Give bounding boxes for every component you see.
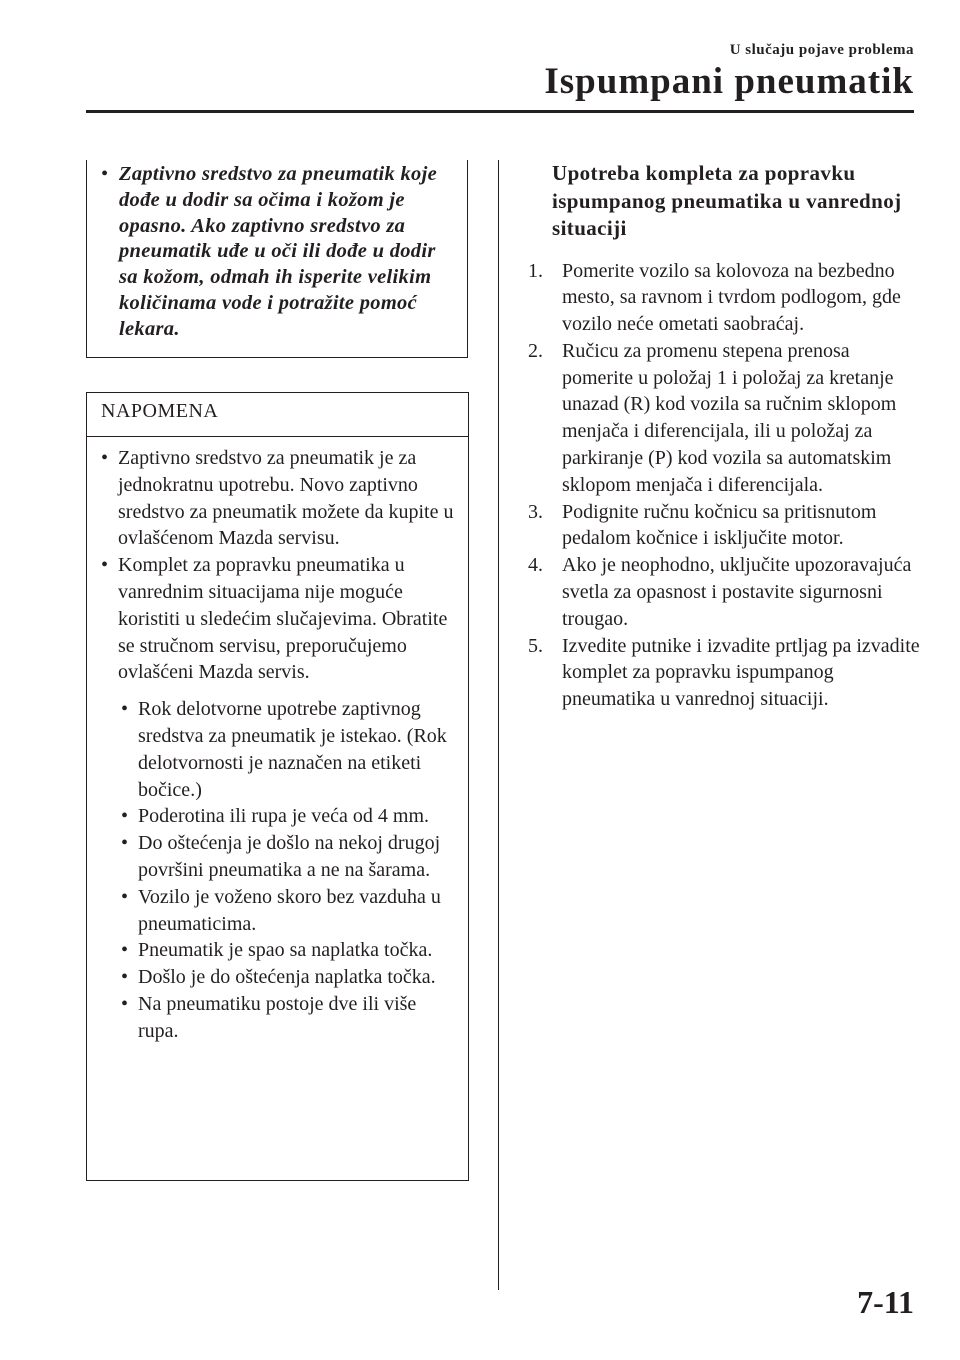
step-number: 3. bbox=[528, 500, 543, 523]
note-subitem-text: Pneumatik je spao sa naplatka točka. bbox=[138, 939, 433, 962]
bullet-icon: • bbox=[121, 885, 129, 908]
note-item bbox=[101, 552, 460, 686]
section-name: U slučaju pojave problema bbox=[729, 42, 914, 58]
procedure-steps bbox=[520, 258, 920, 714]
note-subitem-text: Na pneumatiku postoje dve ili više rupa. bbox=[138, 992, 417, 1042]
bullet-icon: • bbox=[121, 805, 129, 828]
note-subitem bbox=[121, 884, 460, 938]
step-number: 2. bbox=[528, 339, 543, 362]
note-subitem bbox=[121, 803, 460, 830]
note-box bbox=[86, 392, 469, 1181]
note-subitem bbox=[121, 991, 460, 1045]
bullet-icon: • bbox=[121, 939, 129, 962]
warning-box bbox=[86, 160, 468, 358]
procedure-heading: Upotreba kompleta za popravku ispumpanog pneumatika u vanrednoj situaciji bbox=[552, 161, 902, 240]
note-item-text: Zaptivno sredstvo za pneumatik je za jednokratnu upotrebu. Novo zaptivno sredstvo za pneumatik možete da kupite u ovlašćenom Mazda servisu. bbox=[118, 447, 454, 550]
note-subitem-text: Vozilo je voženo skoro bez vazduha u pneumaticima. bbox=[138, 885, 441, 935]
note-item bbox=[101, 445, 460, 552]
column-divider bbox=[498, 160, 499, 1290]
bullet-icon: • bbox=[121, 832, 129, 855]
bullet-icon: • bbox=[121, 992, 129, 1015]
note-subitem-text: Poderotina ili rupa je veća od 4 mm. bbox=[138, 805, 430, 828]
note-subitem-text: Rok delotvorne upotrebe zaptivnog sredstva za pneumatik je istekao. (Rok delotvornosti je naznačen na etiketi bočice.) bbox=[138, 698, 447, 801]
procedure-step bbox=[520, 552, 920, 632]
bullet-icon: • bbox=[101, 554, 109, 577]
procedure-column bbox=[520, 160, 920, 713]
step-number: 5. bbox=[528, 634, 543, 657]
warning-item bbox=[101, 162, 457, 343]
note-subitem-text: Do oštećenja je došlo na nekoj drugoj površini pneumatika a ne na šarama. bbox=[138, 832, 441, 881]
note-subitem bbox=[121, 937, 460, 964]
page-title: Ispumpani pneumatik bbox=[544, 61, 914, 102]
note-subitem-text: Došlo je do oštećenja naplatka točka. bbox=[138, 966, 436, 989]
procedure-step bbox=[520, 258, 920, 338]
step-text: Izvedite putnike i izvadite prtljag pa izvadite komplet za popravku ispumpanog pneumatika u vanrednoj situaciji. bbox=[562, 634, 920, 711]
step-text: Ručicu za promenu stepena prenosa pomerite u položaj 1 i položaj za kretanje unazad (R) kod vozila sa ručnim sklopom menjača i diferencijala, ili u položaj za parkiranje (P) kod vozila sa automatskim sklopom menjača i diferencijala. bbox=[562, 339, 897, 496]
note-subitem bbox=[121, 696, 460, 803]
bullet-icon: • bbox=[121, 966, 129, 989]
header-divider bbox=[86, 110, 914, 113]
note-subitem bbox=[121, 830, 460, 884]
step-number: 4. bbox=[528, 554, 543, 577]
step-text: Pomerite vozilo sa kolovoza na bezbedno mesto, sa ravnom i tvrdom podlogom, gde vozilo neće ometati saobraćaj. bbox=[562, 259, 901, 336]
note-sublist bbox=[101, 696, 460, 1044]
note-title: NAPOMENA bbox=[101, 400, 219, 422]
bullet-icon: • bbox=[101, 447, 109, 469]
note-divider bbox=[87, 436, 468, 437]
procedure-step bbox=[520, 633, 920, 713]
step-text: Podignite ručnu kočnicu sa pritisnutom pedalom kočnice i isključite motor. bbox=[562, 500, 877, 550]
step-text: Ako je neophodno, uključite upozoravajuća svetla za opasnost i postavite sigurnosni trougao. bbox=[562, 554, 912, 630]
note-subitem bbox=[121, 964, 460, 991]
step-number: 1. bbox=[528, 259, 543, 282]
bullet-icon: • bbox=[121, 698, 129, 721]
procedure-step bbox=[520, 338, 920, 499]
procedure-step bbox=[520, 499, 920, 553]
warning-text: Zaptivno sredstvo za pneumatik koje dođe u dodir sa očima i kožom je opasno. Ako zaptivno sredstvo za pneumatik uđe u oči ili dođe u dodir sa kožom, odmah ih isperite velikim količinama vode i potražite pomoć lekara. bbox=[119, 163, 437, 340]
page-number: 7-11 bbox=[857, 1284, 914, 1320]
note-body bbox=[101, 445, 460, 1045]
bullet-icon: • bbox=[101, 163, 109, 185]
note-item-text: Komplet za popravku pneumatika u vanrednim situacijama nije moguće koristiti u sledećim slučajevima. Obratite se stručnom servisu, preporučujemo ovlašćeni Mazda servis. bbox=[118, 554, 448, 684]
